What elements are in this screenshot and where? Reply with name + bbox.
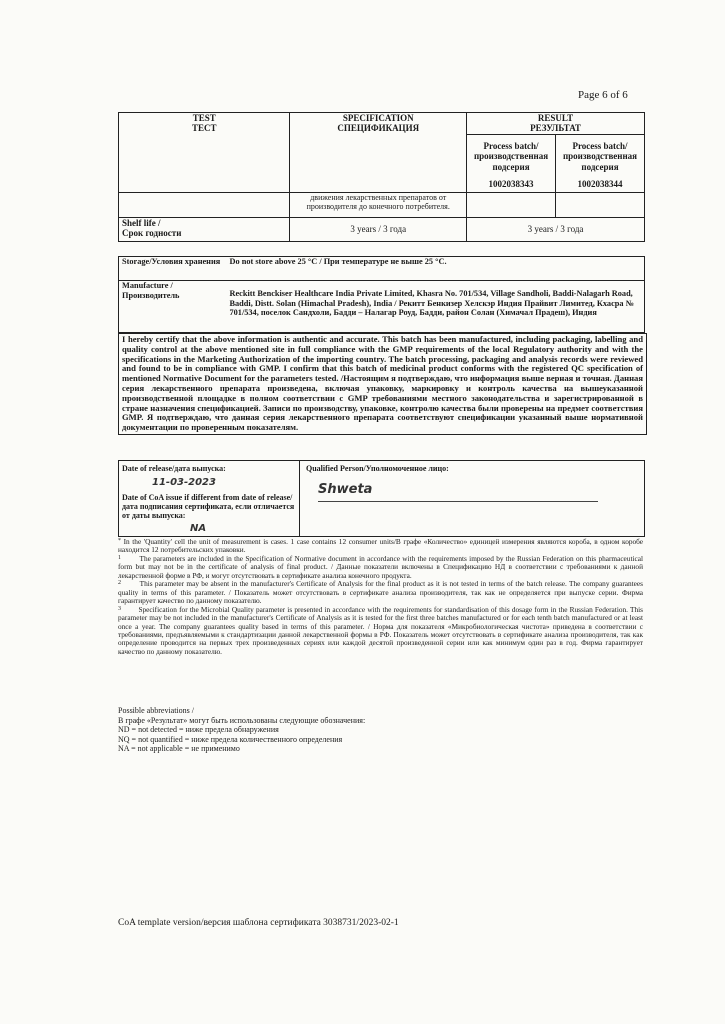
qualified-person-signature: Shweta — [318, 482, 373, 498]
qualified-person-cell — [300, 461, 645, 537]
test-header: TEST ТЕСТ — [119, 113, 290, 193]
continued-test-cell — [119, 193, 290, 218]
footnote-quantity: * In the 'Quantity' cell the unit of measurement is cases. 1 case contains 12 consumer units/В графе «Количество» единицей измерения являются короба, в одном коробе находится 12 потребительских упаковки. — [118, 537, 643, 555]
shelf-life-label: Shelf life / Срок годности — [119, 218, 290, 242]
result-header: RESULT РЕЗУЛЬТАТ — [467, 113, 645, 135]
coa-date-value: NA — [190, 523, 207, 535]
template-version: CoA template version/версия шаблона сертификата 3038731/2023-02-1 — [118, 918, 399, 928]
page-number: Page 6 of 6 — [578, 89, 628, 101]
storage-manufacturer-table — [118, 256, 645, 333]
abbreviations-intro: В графе «Результат» могут быть использованы следующие обозначения: — [118, 715, 366, 725]
shelf-life-spec: 3 years / 3 года — [290, 218, 467, 242]
manufacturer-label: Manufacture / Производитель — [119, 281, 227, 333]
abbreviation-item: NQ = not quantified = ниже предела количественного определения — [118, 734, 343, 744]
coa-date-label: Date of CoA issue if different from date of release/дата подписания сертификата, если отличается от даты выпуска: — [122, 492, 295, 521]
continued-result-2 — [556, 193, 645, 218]
signature-line — [318, 501, 598, 502]
certification-statement: I hereby certify that the above information is authentic and accurate. This batch has been manufactured, including packaging, labelling and quality control at the above mentioned site in full compliance with the GMP requirements of the local Regulatory authority and with the specifications in the Marketing Authorization of the importing country. The batch processing, packaging and analysis records were reviewed and found to be in compliance with GMP. I confirm that this batch of medicinal product conforms with the registered QC specification of mentioned Normative Document for the parameters tested. /Настоящим я подтверждаю, что информация выше верная и точная. Данная серия лекарственного препарата произведена, включая упаковку, маркировку и контроль качества на вышеуказанной производственной площадке в полном соответствии с GMP требованиями местного законодательства и зарегистрированной в стране назначения спецификацией. Записи по производству, упаковке, контролю качества были проверены на предмет соответствия GMP. Я подтверждаю, что данная серия лекарственного препарата соответствуют спецификации указанный выше нормативной документации по проверенным показателям. — [118, 333, 647, 435]
release-date-label: Date of release/дата выпуска: — [122, 464, 226, 473]
continued-spec-cell: движения лекарственных препаратов от производителя до конечного потребителя. — [290, 193, 467, 218]
footnote-3: $^3$ Specification for the Microbial Quality parameter is presented in accordance with the requirements for standardisation of this dosage form in the Russian Federation. This parameter may be not included in the manufacturer's Certificate of Analysis as it is tested for the first three batches manufactured or for each tenth batch manufactured or at least once a year. The company guarantees quality based in terms of this parameter. / Норма для показателя «Микробиологическая чистота» приведена в соответствии с требованиями, предъявляемыми к стандартизации данной лекарственной формы в РФ. Показатель может отсутствовать в сертификате анализа производителя, так как определение проводится на первых трех произведенных сериях или каждой десятой произведенной серии или как минимум один раз в год. Фирма гарантирует качество по данному показателю. — [118, 604, 643, 656]
footnote-1: $^1$ The parameters are included in the Specification of Normative document in accordance with the requirements imposed by the Russian Federation on this pharmaceutical form but may not be in the certificate of analysis of final product. / Данные показатели включены в Спецификацию НД в соответствии с требованиями к данной лекарственной форме в РФ, и могут отсутствовать в сертификате анализа конечного продукта. — [118, 553, 644, 580]
shelf-life-result: 3 years / 3 года — [467, 218, 645, 242]
footnote-2: $^2$ This parameter may be absent in the manufacturer's Certificate of Analysis for the final product as it is not tested in terms of the batch release. The company guarantees quality in terms of this parameter. / Показатель может отсутствовать в сертификате анализа производителя, так как не определяется при выпуске серии. Фирма гарантирует качество по данному показателю. — [118, 579, 644, 606]
abbreviations-title: Possible abbreviations / — [118, 706, 194, 715]
results-table — [118, 112, 645, 242]
release-dates-cell — [119, 461, 300, 537]
storage-value: Do not store above 25 °C / При температуре не выше 25 °C. — [227, 257, 645, 281]
batch-1-header: Process batch/ производственная подсерия 1002038343 — [467, 135, 556, 193]
release-table — [118, 460, 645, 537]
continued-result-1 — [467, 193, 556, 218]
specification-header: SPECIFICATION СПЕЦИФИКАЦИЯ — [290, 113, 467, 193]
abbreviations — [118, 706, 643, 754]
storage-label: Storage/Условия хранения — [119, 257, 227, 281]
release-date-value: 11-03-2023 — [152, 477, 216, 489]
footnotes — [118, 538, 643, 656]
abbreviation-item: NA = not applicable = не применимо — [118, 744, 240, 754]
qualified-person-label: Qualified Person/Уполномоченное лицо: — [306, 464, 449, 473]
batch-2-header: Process batch/ производственная подсерия 1002038344 — [556, 135, 645, 193]
manufacturer-value: Reckitt Benckiser Healthcare India Private Limited, Khasra No. 701/534, Village Sandholi, Baddi-Nalagarh Road, Baddi, Distt. Solan (Himachal Pradesh), India / Рекитт Бенкизер Хелскэр Индия Прайвит Лимитед, Кхасра № 701/534, поселок Сандхоли, Бадди – Налагар Роуд, Бадди, район Солан (Химачал Прадеш), Индия — [227, 281, 645, 333]
abbreviation-item: ND = not detected = ниже предела обнаружения — [118, 725, 279, 735]
